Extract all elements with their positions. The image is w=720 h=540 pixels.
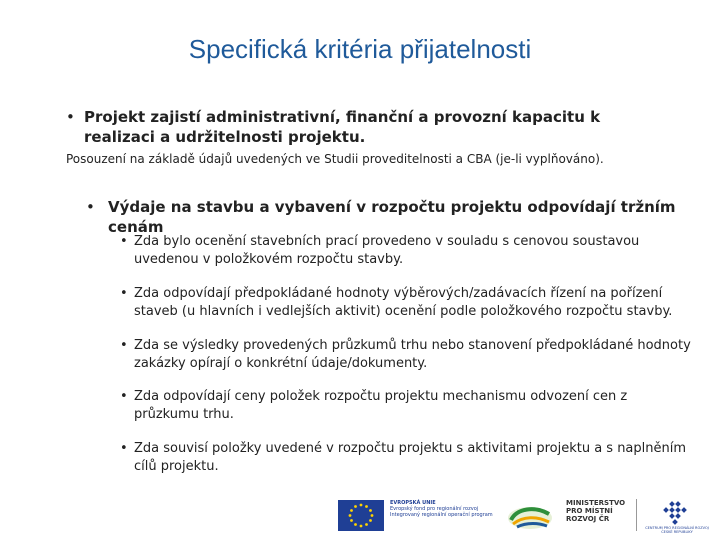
- bullet-market-prices-text: Výdaje na stavbu a vybavení v rozpočtu projektu odpovídají tržním cenám: [108, 198, 676, 236]
- eu-fund-text: [390, 500, 500, 518]
- slide-title: Specifická kritéria přijatelnosti: [188, 34, 532, 64]
- sub-item: [120, 233, 694, 269]
- irop-logo-icon: [505, 502, 555, 532]
- bullet-capacity-text: Projekt zajistí administrativní, finanční a provozní kapacitu k realizaci a udržitelnosti projektu.: [84, 108, 601, 146]
- logo-divider: [636, 499, 637, 531]
- bullet-marker: •: [66, 108, 75, 126]
- eu-line-3: Integrovaný regionální operační program: [390, 512, 493, 518]
- sub-item-text: Zda souvisí položky uvedené v rozpočtu projektu s aktivitami projektu a s naplněním cílů projektu.: [134, 441, 687, 474]
- sub-item-text: Zda se výsledky provedených průzkumů trhu nebo stanovení předpokládané hodnoty zakázky opírají o konkrétní údaje/dokumenty.: [134, 338, 691, 371]
- sub-bullet-marker: •: [120, 234, 128, 249]
- sub-bullet-marker: •: [120, 338, 128, 353]
- sub-item: [120, 440, 694, 476]
- sub-item: [120, 388, 694, 424]
- sub-item-text: Zda odpovídají ceny položek rozpočtu projektu mechanismu odvození cen z průzkumu trhu.: [134, 389, 628, 422]
- mmr-line-2: PRO MÍSTNÍ: [566, 507, 613, 515]
- ministry-logo-text: [566, 499, 632, 523]
- eu-line-2: Evropský fond pro regionální rozvoj: [390, 506, 479, 512]
- sub-bullet-marker: •: [120, 389, 128, 404]
- bullet-capacity: [66, 107, 664, 147]
- bullet-market-prices: [86, 197, 698, 237]
- mmr-line-1: MINISTERSTVO: [566, 499, 626, 507]
- eu-flag-icon: [338, 500, 384, 531]
- mmr-line-3: ROZVOJ ČR: [566, 515, 610, 523]
- sub-bullet-marker: •: [120, 441, 128, 456]
- sub-item: [120, 285, 694, 321]
- sub-item: [120, 337, 694, 373]
- bullet-marker: •: [86, 198, 95, 216]
- sub-bullet-marker: •: [120, 286, 128, 301]
- sub-item-text: Zda bylo ocenění stavebních prací provedeno v souladu s cenovou soustavou uvedenou v položkovém rozpočtu stavby.: [134, 234, 640, 267]
- eu-line-1: EVROPSKÁ UNIE: [390, 500, 436, 506]
- logo-footer: [0, 490, 720, 540]
- sub-item-text: Zda odpovídají předpokládané hodnoty výběrových/zadávacích řízení na pořízení staveb (u hlavních i vedlejších aktivit) ocenění podle položkového rozpočtu stavby.: [134, 286, 673, 319]
- crr-logo-text: CENTRUM PRO REGIONÁLNÍ ROZVOJ ČESKÉ REPUBLIKY: [645, 526, 709, 534]
- assessment-note: Posouzení na základě údajů uvedených ve Studii proveditelnosti a CBA (je-li vyplňováno).: [66, 152, 604, 166]
